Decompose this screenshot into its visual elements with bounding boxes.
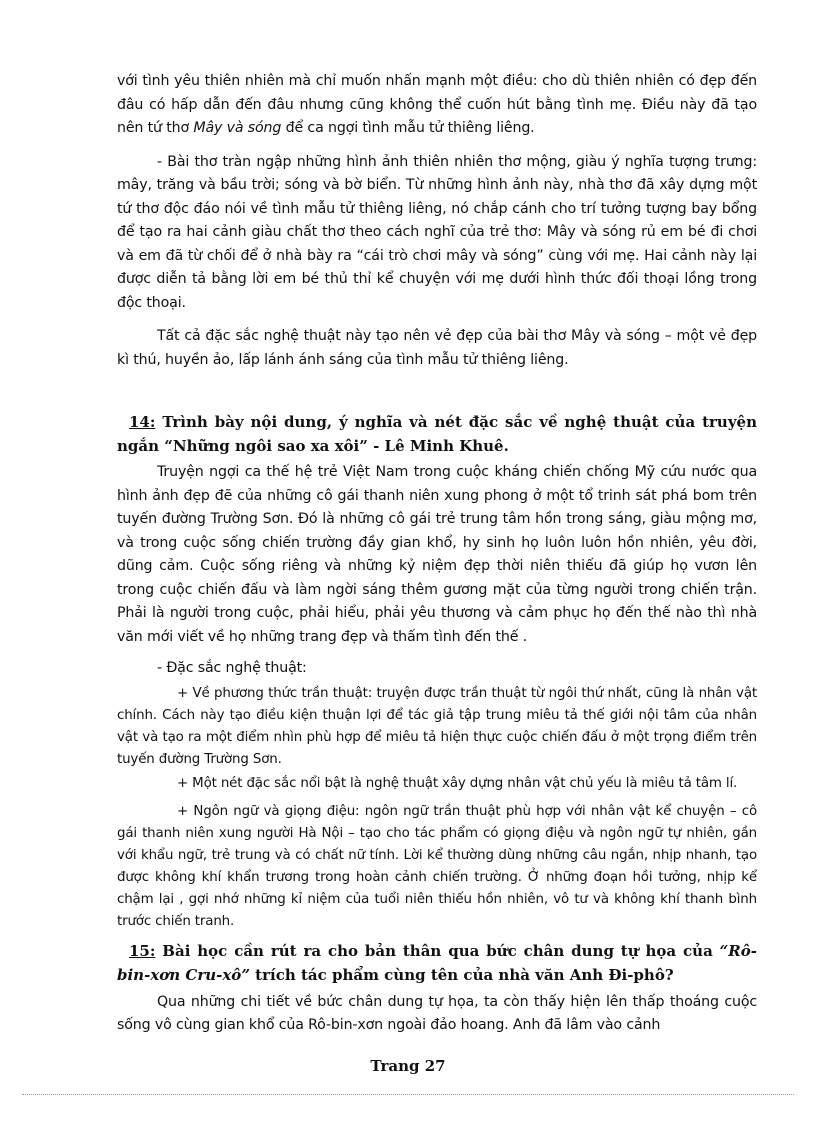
paragraph-poem-imagery: - Bài thơ tràn ngập những hình ảnh thiên nhiên thơ mộng, giàu ý nghĩa tượng trưng: mây, trăng và bầu trời; sóng và bờ biển. Từ những hình ảnh này, nhà thơ đã xây dựng một tứ thơ độc đáo nói về tình mẫu tử thiêng liêng, nó chắp cánh cho trí tưởng tượng bay bổng để tạo ra hai cảnh giàu chất thơ theo cách nghĩ của trẻ thơ: Mây và sóng rủ em bé đi chơi và em đã từ chối để ở nhà bày ra “cái trò chơi mây và sóng” cùng với mẹ. Hai cảnh này lại được diễn tả bằng lời em bé thủ thỉ kể chuyện với mẹ dưới hình thức đối thoại lồng trong độc thoại. (117, 153, 757, 311)
art-feature-narration: + Về phương thức trần thuật: truyện được trần thuật từ ngôi thứ nhất, cũng là nhân vật chính. Cách này tạo điều kiện thuận lợi để tác giả tập trung miêu tả thế giới nội tâm của nhân vật và tạo ra một điểm nhìn phù hợp để miêu tả hiện thực cuộc chiến đấu ở một trọng điểm trên tuyến đường Trường Sơn. (117, 685, 757, 767)
question-number: 15: (129, 941, 156, 960)
text-run: với tình yêu thiên nhiên mà chỉ muốn nhấn mạnh một điều: cho dù thiên nhiên có đẹp đến đâu có hấp dẫn đến đâu nhưng cũng không thể cuốn hút bằng tình mẹ. Điều này đã tạo nên tứ thơ (117, 73, 757, 136)
text-run: để ca ngợi tình mẫu tử thiêng liêng. (281, 120, 535, 136)
question-number: 14: (129, 413, 156, 431)
page-number: Trang 27 (370, 1057, 446, 1075)
question-title-work: “Rô-bin-xơn Cru-xô” (117, 941, 757, 984)
question-title: trích tác phẩm cùng tên của nhà văn Anh Đi-phô? (249, 965, 674, 984)
question-14-heading (117, 410, 757, 458)
footer-divider (22, 1094, 794, 1095)
poem-title: Mây và sóng (193, 120, 282, 136)
question-title: Trình bày nội dung, ý nghĩa và nét đặc sắc về nghệ thuật của truyện ngắn “Những ngôi sao xa xôi” - Lê Minh Khuê. (117, 413, 757, 455)
question-15-heading (117, 939, 757, 987)
document-page (117, 70, 757, 1038)
paragraph-may-va-song-conclusion (117, 70, 757, 141)
question-title: Bài học cần rút ra cho bản thân qua bức chân dung tự họa của (155, 941, 720, 960)
paragraph-poem-summary: Tất cả đặc sắc nghệ thuật này tạo nên vẻ đẹp của bài thơ Mây và sóng – một vẻ đẹp kì thú, huyền ảo, lấp lánh ánh sáng của tình mẫu tử thiêng liêng. (117, 328, 757, 368)
art-features-label: - Đặc sắc nghệ thuật: (157, 660, 307, 676)
question-15-answer: Qua những chi tiết về bức chân dung tự họa, ta còn thấy hiện lên thấp thoáng cuộc sống vô cùng gian khổ của Rô-bin-xơn ngoài đảo hoang. Anh đã lâm vào cảnh (117, 993, 757, 1033)
question-14-answer: Truyện ngợi ca thế hệ trẻ Việt Nam trong cuộc kháng chiến chống Mỹ cứu nước qua hình ảnh đẹp đẽ của những cô gái thanh niên xung phong ở một tổ trinh sát phá bom trên tuyến đường Trường Sơn. Đó là những cô gái trẻ trung tâm hồn trong sáng, giàu mộng mơ, và trong cuộc sống chiến trường đầy gian khổ, hy sinh họ luôn luôn hồn nhiên, yêu đời, dũng cảm. Cuộc sống riêng và những kỷ niệm đẹp thời niên thiếu đã giúp họ vươn lên trong cuộc chiến đấu và làm ngời sáng thêm gương mặt của từng người trong chiến trận. Phải là người trong cuộc, phải hiểu, phải yêu thương và cảm phục họ đến thế nào thì nhà văn mới viết về họ những trang đẹp và thấm tình đến thế . (117, 464, 757, 645)
art-feature-language: + Ngôn ngữ và giọng điệu: ngôn ngữ trần thuật phù hợp với nhân vật kể chuyện – cô gái thanh niên xung người Hà Nội – tạo cho tác phẩm có giọng điệu và ngôn ngữ tự nhiên, gần với khẩu ngữ, trẻ trung và có chất nữ tính. Lời kể thường dùng những câu ngắn, nhịp nhanh, tạo được không khí khẩn trương trong hoàn cảnh chiến trường. Ở những đoạn hồi tưởng, nhịp kể chậm lại , gợi nhớ những kỉ niệm của tuổi niên thiếu hồn nhiên, vô tư và không khí thanh bình trước chiến tranh. (117, 803, 757, 929)
art-feature-character: + Một nét đặc sắc nổi bật là nghệ thuật xây dựng nhân vật chủ yếu là miêu tả tâm lí. (177, 775, 738, 791)
